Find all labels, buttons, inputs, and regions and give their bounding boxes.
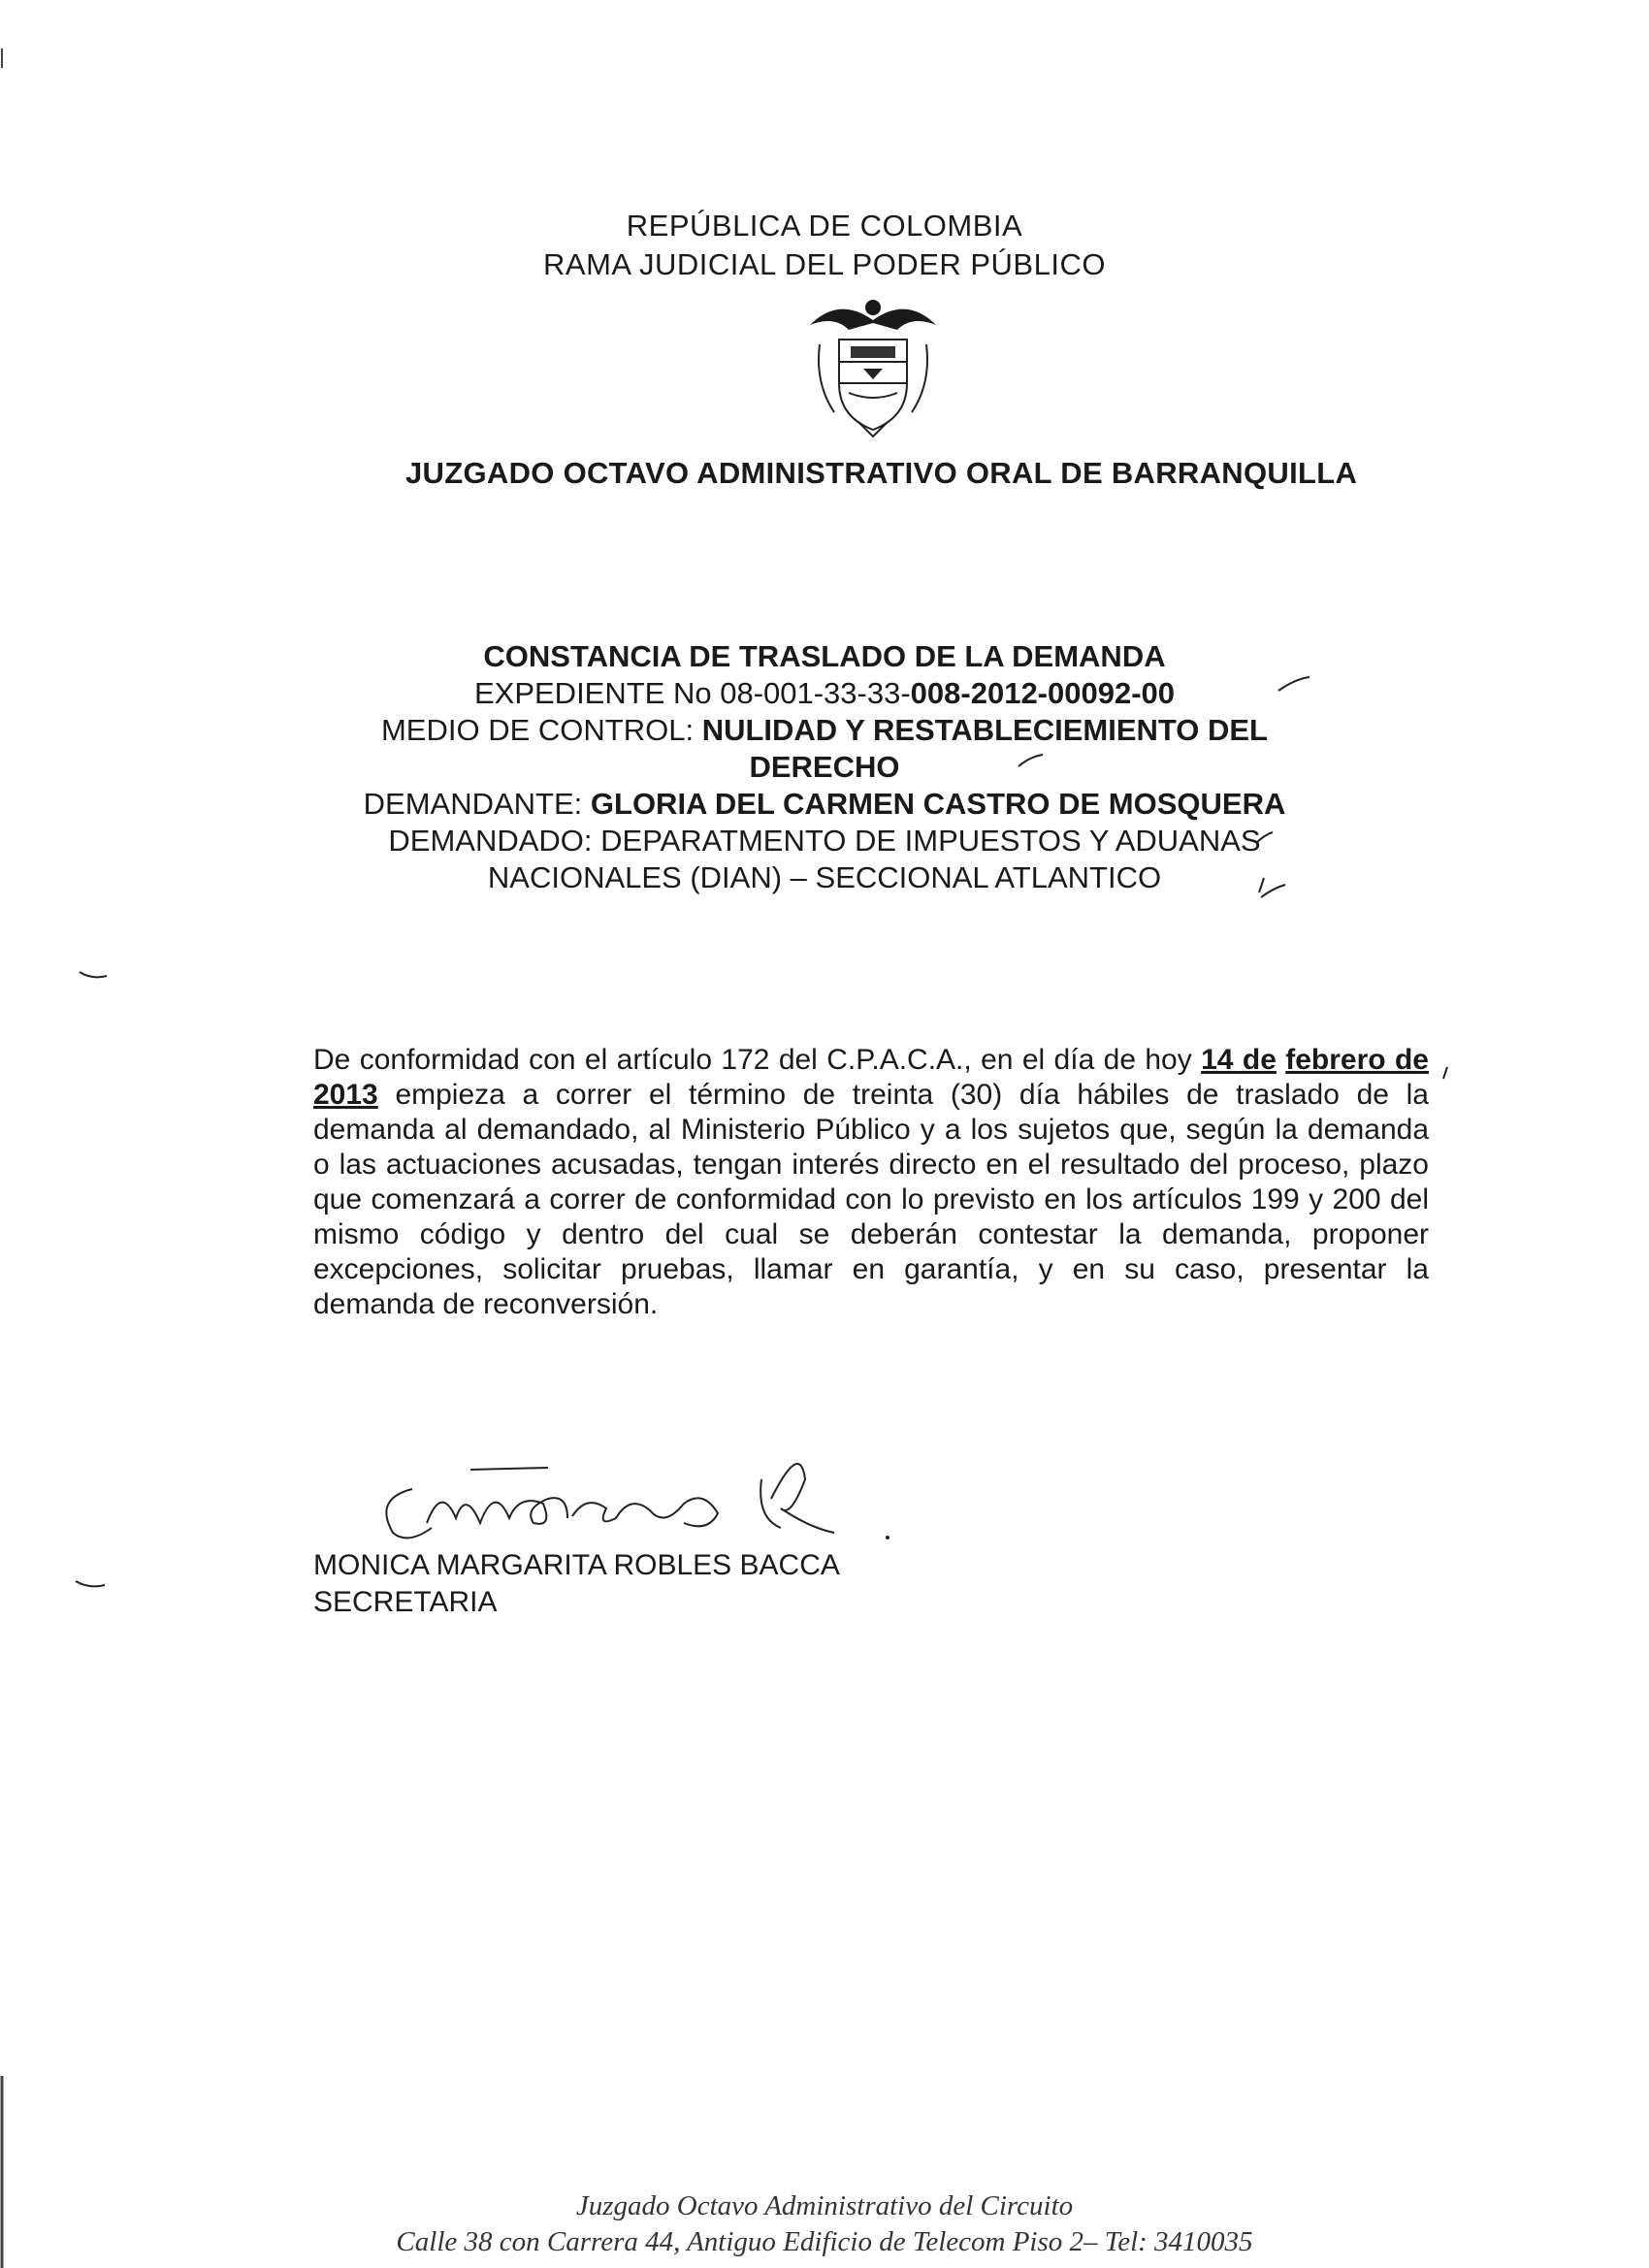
document-title: CONSTANCIA DE TRASLADO DE LA DEMANDA [483,639,1166,673]
demandante-label: DEMANDANTE: [363,787,591,821]
footer-court: Juzgado Octavo Administrativo del Circuito [575,2190,1074,2221]
expediente-label: EXPEDIENTE No 08-001-33-33- [473,676,911,710]
header-rama-judicial: RAMA JUDICIAL DEL PODER PÚBLICO [543,247,1106,281]
signatory-name: MONICA MARGARITA ROBLES BACCA [313,1549,840,1581]
demandado-line: DEMANDADO: DEPARATMENTO DE IMPUESTOS Y ADUANAS [388,824,1261,858]
footer-address: Calle 38 con Carrera 44, Antiguo Edificio de Telecom Piso 2– Tel: 3410035 [396,2226,1253,2257]
medio-control-value-2: DERECHO [749,750,900,784]
court-name: JUZGADO OCTAVO ADMINISTRATIVO ORAL DE BARRANQUILLA [405,456,1358,490]
header-republic: REPÚBLICA DE COLOMBIA [626,209,1023,243]
expediente-number: 008-2012-00092-00 [910,676,1176,710]
demandante-value: GLORIA DEL CARMEN CASTRO DE MOSQUERA [590,787,1286,821]
body-date-1: 14 de [1201,1044,1277,1076]
medio-control-label: MEDIO DE CONTROL: [380,713,702,747]
body-date-2: febrero de 2013 [313,1044,1429,1111]
body-text-2: empieza a correr el término de treinta (30) día hábiles de traslado de la demanda al demandado, al Ministerio Público y a los sujetos que, según la demanda o las actuaciones acusadas, tengan interés directo en el resultado del proceso, plazo que comenzará a correr de conformidad con lo previsto en los artículos 199 y 200 del mismo código y dentro del cual se deberán contestar la demanda, proponer excepciones, solicitar pruebas, llamar en garantía, y en su caso, presentar la demanda de reconversión. [313,1079,1429,1320]
medio-control-value: NULIDAD Y RESTABLECIEMIENTO DEL [701,713,1268,747]
signatory-role: SECRETARIA [313,1586,498,1618]
body-text-1: De conformidad con el artículo 172 del C.P.A.C.A., en el día de hoy [313,1044,1202,1076]
demandado-line-2: NACIONALES (DIAN) – SECCIONAL ATLANTICO [487,860,1162,894]
